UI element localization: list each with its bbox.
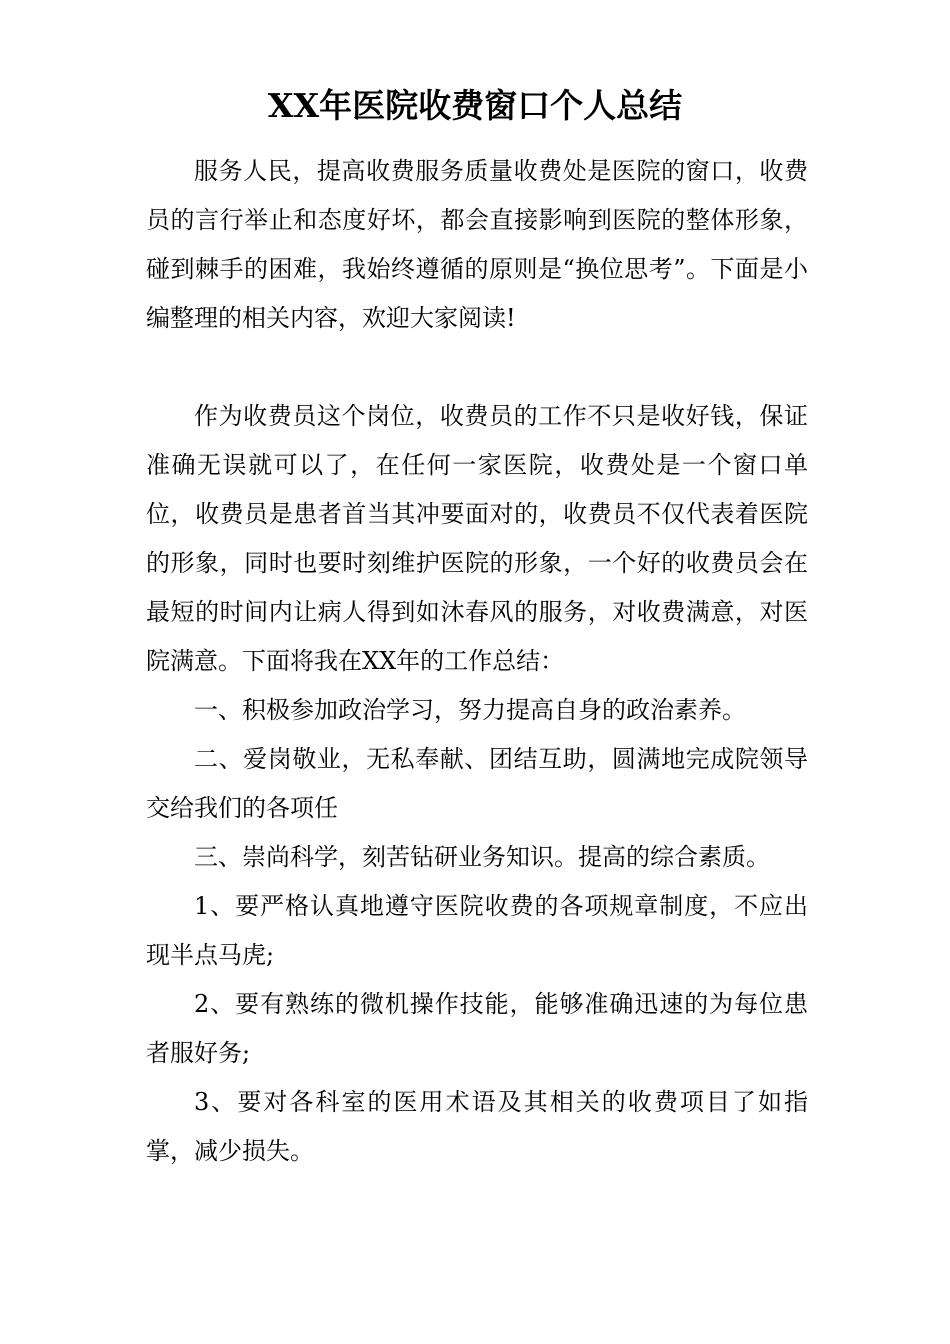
document-body bbox=[146, 147, 808, 1176]
paragraph-work-overview: 作为收费员这个岗位，收费员的工作不只是收好钱，保证准确无误就可以了，在任何一家医院，收费处是一个窗口单位，收费员是患者首当其冲要面对的，收费员不仅代表着医院的形象，同时也要时刻维护医院的形象，一个好的收费员会在最短的时间内让病人得到如沐春风的服务，对收费满意，对医院满意。下面将我在XX年的工作总结： bbox=[146, 402, 808, 675]
paragraph-point-three: 三、崇尚科学，刻苦钻研业务知识。提高的综合素质。 bbox=[194, 843, 770, 871]
paragraph-item-2: 2、要有熟练的微机操作技能，能够准确迅速的为每位患者服好务; bbox=[146, 990, 808, 1067]
paragraph-item-1: 1、要严格认真地遵守医院收费的各项规章制度，不应出现半点马虎; bbox=[146, 892, 808, 969]
paragraph-gap bbox=[146, 343, 808, 392]
paragraph-item-3: 3、要对各科室的医用术语及其相关的收费项目了如指掌，减少损失。 bbox=[146, 1088, 808, 1165]
paragraph-intro: 服务人民，提高收费服务质量收费处是医院的窗口，收费员的言行举止和态度好坏，都会直接影响到医院的整体形象，碰到棘手的困难，我始终遵循的原则是“换位思考”。下面是小编整理的相关内容，欢迎大家阅读! bbox=[146, 157, 808, 332]
paragraph-point-two: 二、爱岗敬业，无私奉献、团结互助，圆满地完成院领导交给我们的各项任 bbox=[146, 745, 808, 822]
document-title: XX年医院收费窗口个人总结 bbox=[267, 86, 683, 125]
paragraph-point-one: 一、积极参加政治学习，努力提高自身的政治素养。 bbox=[194, 696, 746, 724]
